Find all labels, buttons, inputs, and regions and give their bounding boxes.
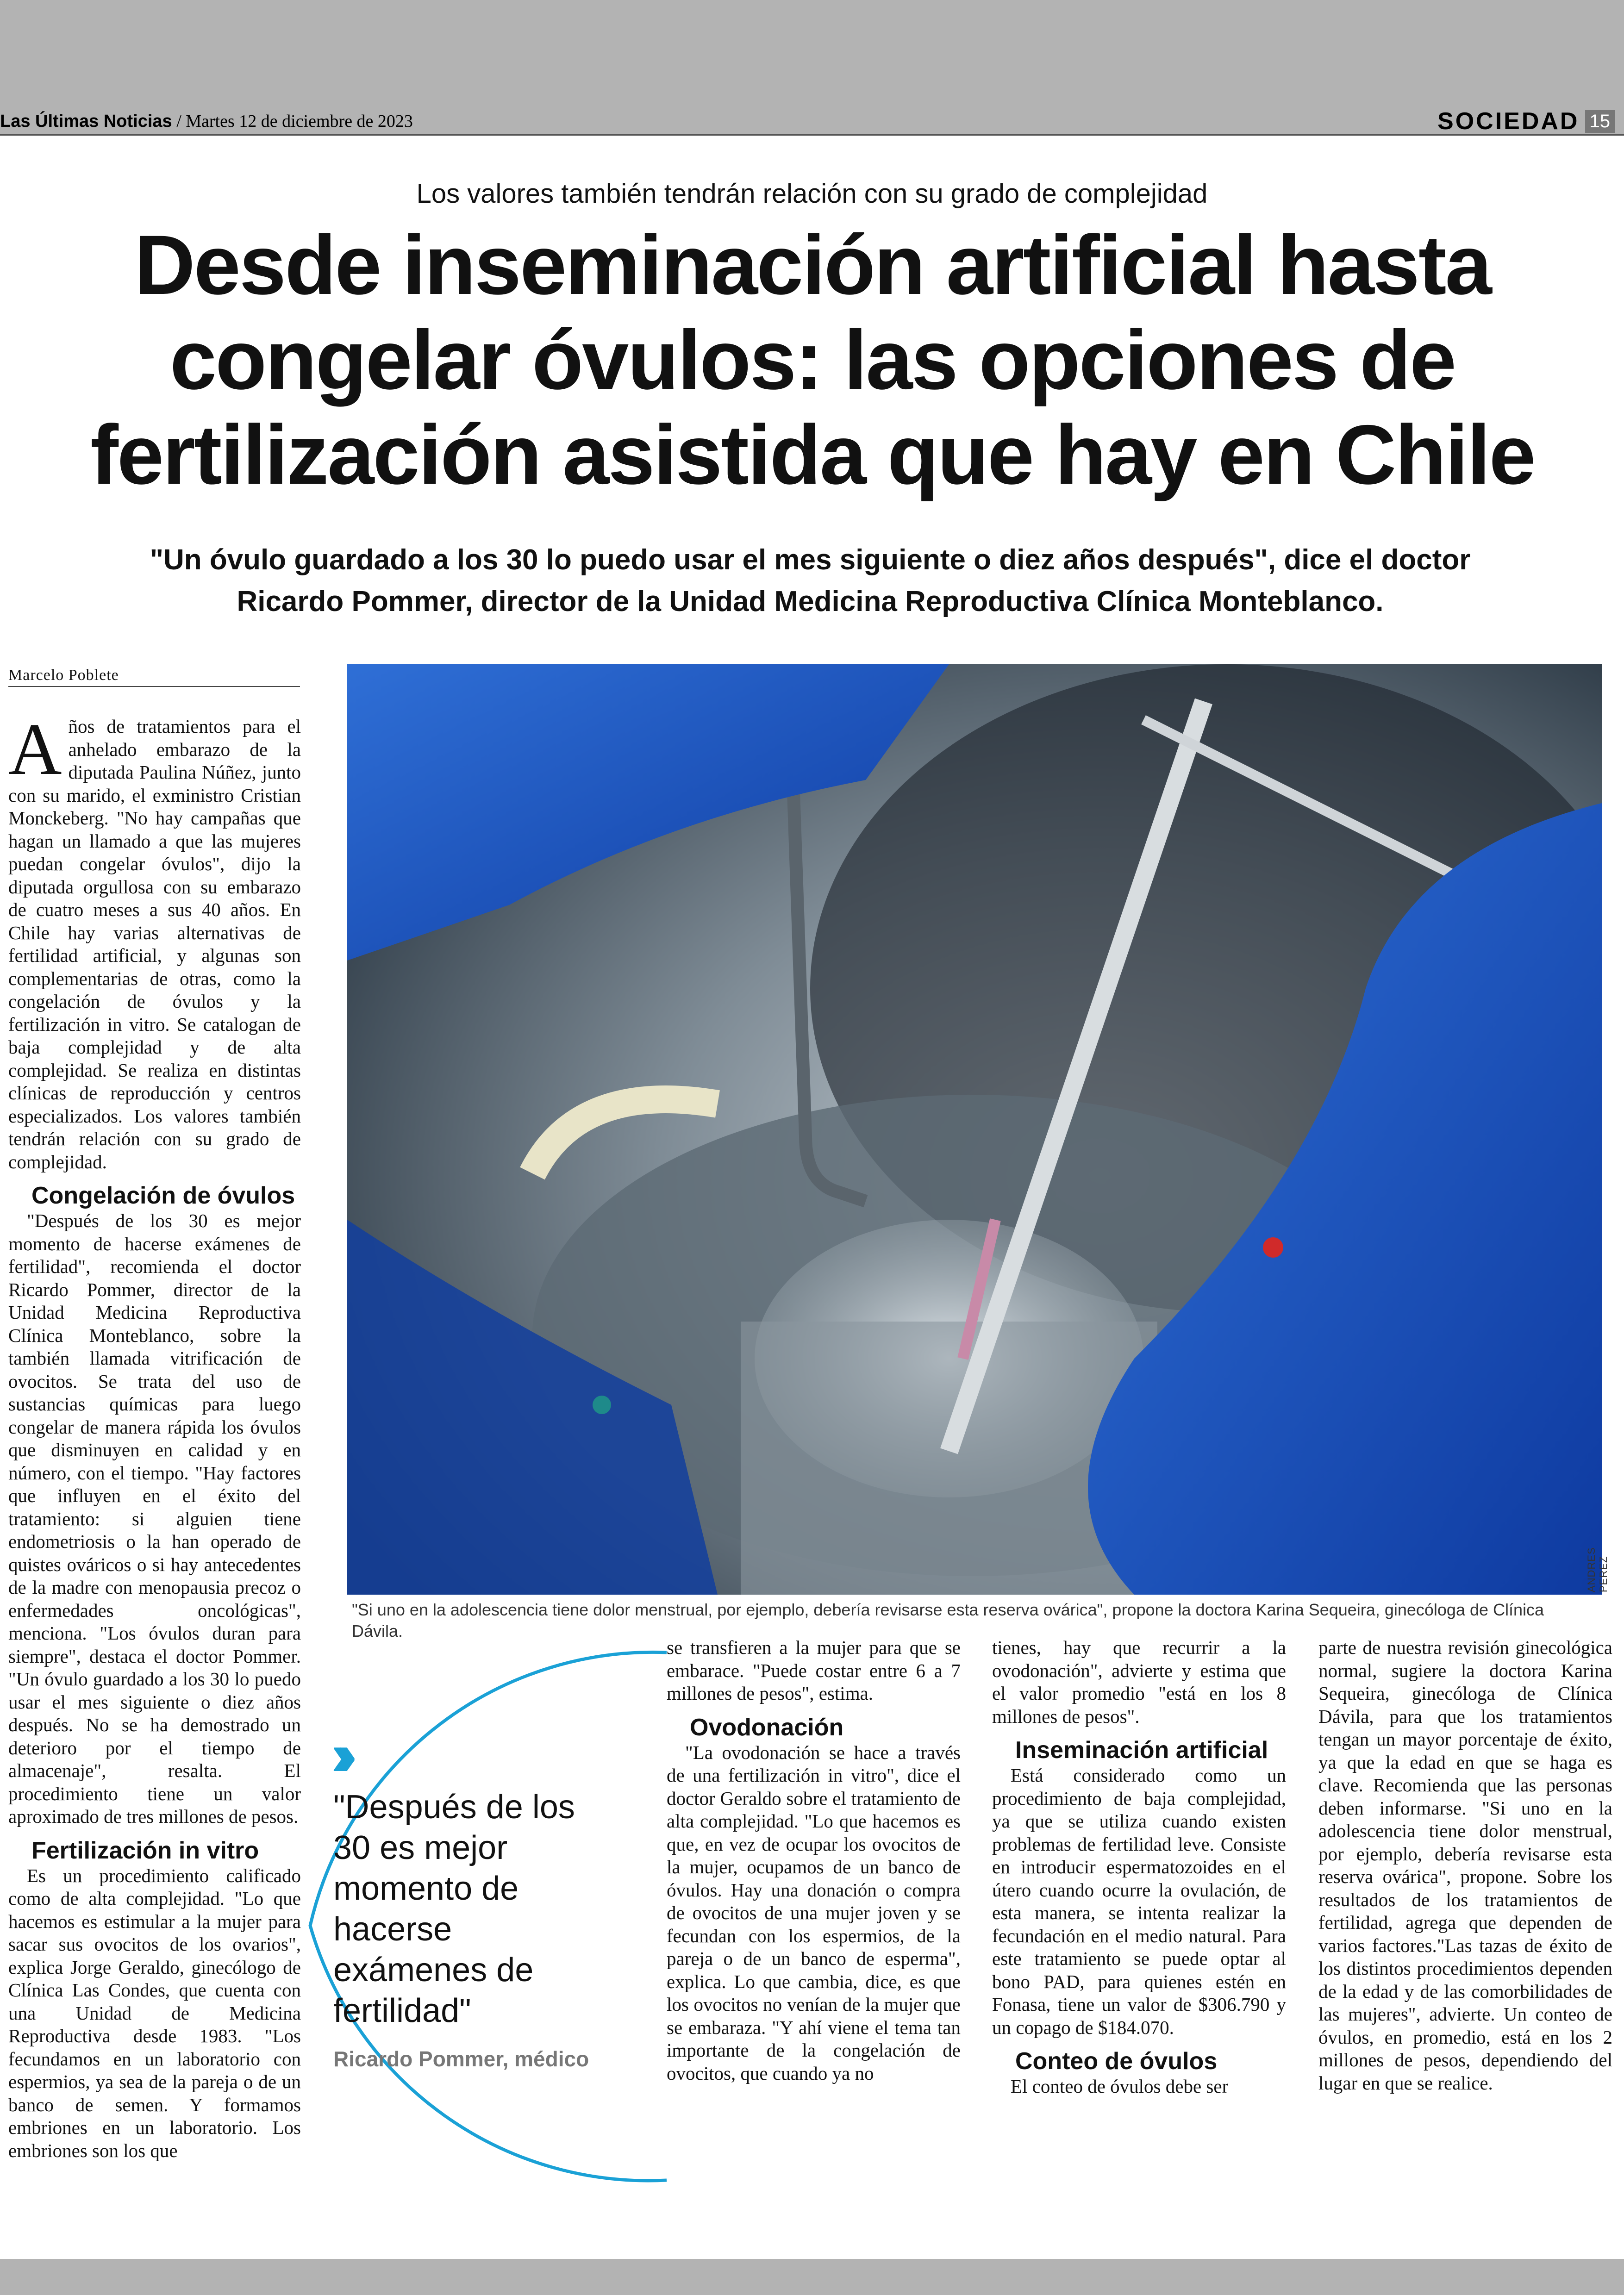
paragraph-inseminacion: Está considerado como un procedimiento de baja complejidad, ya que se utiliza cuando existen problemas de fertilidad leve. Consiste en introducir espermatozoides en el útero cuando ocurre la ovulación, de esta manera, se intenta realizar la fecundación en el medio natural. Para este tratamiento se puede optar al bono PAD, para quienes estén en Fonasa, tiene un valor de $306.790 y un copago de $184.070. <box>992 1765 1286 2038</box>
intro-text: ños de tratamientos para el anhelado embarazo de la diputada Paulina Núñez, junto con su marido, el exministro Cristian Monckeberg. "No hay campañas que hagan un llamado a que las mujeres puedan congelar óvulos", dijo la diputada orgullosa con su embarazo de cuatro meses a sus 40 años. En Chile hay varias alternativas de fertilidad artificial, y algunas son complementarias de otras, como la congelación de óvulos y la fertilización in vitro. Se catalogan de baja complejidad y de alta complejidad. Se realiza en distintas clínicas de reproducción y centros especializados. Los valores también tendrán relación con su grado de complejidad. <box>8 716 301 1172</box>
subhead-ovodonacion: Ovodonación <box>690 1714 844 1741</box>
folio-section <box>1437 107 1615 135</box>
paragraph-congelacion: "Después de los 30 es mejor momento de hacerse exámenes de fertilidad", recomienda el doctor Ricardo Pommer, director de la Unidad Medicina Reproductiva Clínica Monteblanco, sobre la también llamada vitrificación de ovocitos. Se trata del uso de sustancias químicas para luego congelar de manera rápida los óvulos que disminuyen en calidad y en número, con el tiempo. "Hay factores que influyen en el éxito del tratamiento: si alguien tiene endometriosis o la han operado de quistes ováricos o si hay antecedentes de la madre con menopausia precoz o enfermedades oncológicas", menciona. "Los óvulos duran para siempre", destaca el doctor Pommer. "Un óvulo guardado a los 30 lo puedo usar el mes siguiente o diez años después. No se ha demostrado un deterioro por el tiempo de almacenaje", resalta. El procedimiento tiene un valor aproximado de tres millones de pesos. <box>8 1210 301 1827</box>
body-column-3 <box>992 1636 1286 2098</box>
page-folio <box>0 106 1624 136</box>
body-column-2 <box>667 1636 961 2085</box>
lab-photo <box>347 664 1602 1595</box>
article-headline: Desde inseminación artificial hasta congelar óvulos: las opciones de fertilización asistida que hay en Chile <box>90 218 1535 502</box>
byline: Marcelo Poblete <box>8 667 300 687</box>
pullquote-attribution: Ricardo Pommer, médico <box>333 2047 589 2071</box>
drop-cap: A <box>8 708 62 790</box>
pullquote-text: "Después de los 30 es mejor momento de hacerse exámenes de fertilidad" <box>333 1789 575 2029</box>
photo-caption: "Si uno en la adolescencia tiene dolor menstrual, por ejemplo, debería revisarse esta reserva ovárica", propone la doctora Karina Sequeira, ginecóloga de Clínica Dávila. <box>352 1600 1544 1640</box>
article-deck: "Un óvulo guardado a los 30 lo puedo usar el mes siguiente o diez años después", dice el doctor Ricardo Pommer, director de la Unidad Medicina Reproductiva Clínica Monteblanco. <box>150 544 1471 617</box>
lab-photo-illustration <box>347 664 1602 1595</box>
subhead-inseminacion: Inseminación artificial <box>1015 1737 1268 1764</box>
subhead-invitro: Fertilización in vitro <box>31 1837 259 1864</box>
intro-paragraph <box>8 708 301 1173</box>
publication-name: Las Últimas Noticias <box>0 112 172 131</box>
body-column-1 <box>8 708 301 2162</box>
folio-publication-date <box>0 111 413 131</box>
paragraph-ovodonacion: "La ovodonación se hace a través de una fertilización in vitro", dice el doctor Geraldo sobre el tratamiento de alta complejidad. "Lo que hacemos es que, en vez de ocupar los ovocitos de la mujer, ocupamos de un banco de óvulos. Hay una donación o compra de ovocitos de una mujer joven y se fecundan con los espermios, de la pareja o de un banco de esperma", explica. Lo que cambia, dice, es que los ovocitos no venían de la mujer que se embaraza. "Y ahí viene el tema tan importante de la congelación de ovocitos, que cuando ya no <box>667 1741 961 2084</box>
paragraph-invitro-cont: se transfieren a la mujer para que se embarace. "Puede costar entre 6 a 7 millones de pesos", estima. <box>667 1637 961 1704</box>
chevron-right-icon: ›› <box>331 1721 344 1788</box>
paragraph-ovodonacion-cont: tienes, hay que recurrir a la ovodonación", advierte y estima que el valor promedio "está en los 8 millones de pesos". <box>992 1637 1286 1727</box>
paragraph-invitro: Es un procedimiento calificado como de alta complejidad. "Lo que hacemos es estimular a la mujer para sacar sus ovocitos de los ovarios", explica Jorge Geraldo, ginecólogo de Clínica Las Condes, que cuenta con una Unidad de Medicina Reproductiva desde 1983. "Los fecundamos en un laboratorio con espermios, ya sea de la pareja o de un banco de semen. Y formamos embriones en un laboratorio. Los embriones son los que <box>8 1865 301 2161</box>
section-name: SOCIEDAD <box>1437 108 1580 135</box>
page-number: 15 <box>1585 110 1615 133</box>
article-kicker: Los valores también tendrán relación con su grado de complejidad <box>416 179 1208 209</box>
photo-credit: ANDRES PEREZ <box>1586 1547 1609 1592</box>
publication-date: / Martes 12 de diciembre de 2023 <box>176 112 413 131</box>
paragraph-conteo: El conteo de óvulos debe ser <box>1011 2076 1229 2097</box>
subhead-conteo: Conteo de óvulos <box>1015 2048 1218 2075</box>
subhead-congelacion: Congelación de óvulos <box>31 1182 295 1209</box>
pullquote-box <box>296 1639 676 2185</box>
body-column-4 <box>1318 1636 1612 2095</box>
paragraph-conteo-cont: parte de nuestra revisión ginecológica normal, sugiere la doctora Karina Sequeira, ginecóloga de Clínica Dávila, para que los tratamientos tengan un mayor porcentaje de éxito, ya que la edad en que se haga es clave. Recomienda que las personas deben informarse. "Si uno en la adolescencia tiene dolor menstrual, por ejemplo, debería revisarse esta reserva ovárica", propone. Sobre los resultados de los tratamientos de fertilidad, agrega que dependen de varios factores."Las tazas de éxito de los distintos procedimientos dependen de la edad y de las comorbilidades de las mujeres", advierte. Un conteo de óvulos, en promedio, está en los 2 millones de pesos, dependiendo del lugar en que se realice. <box>1318 1637 1612 2094</box>
